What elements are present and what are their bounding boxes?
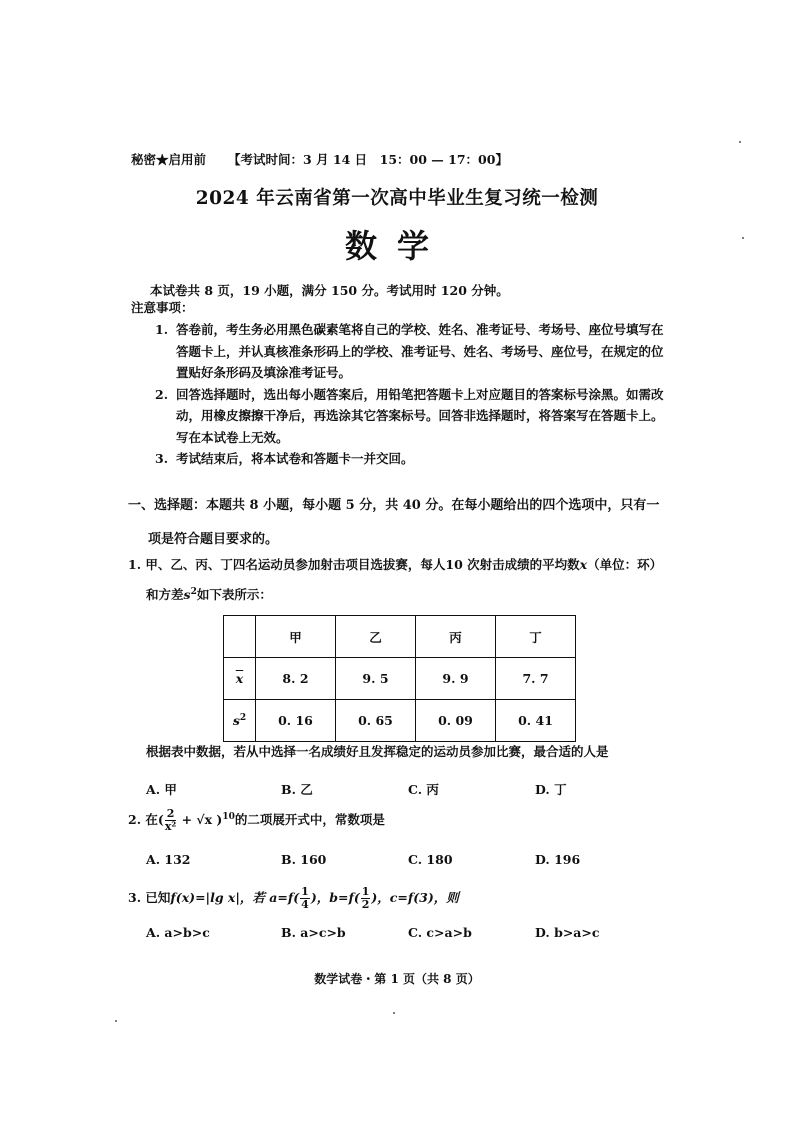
option-c: C. c>a>b xyxy=(408,925,472,940)
table-row: $s^2$ 0. 16 0. 65 0. 09 0. 41 xyxy=(224,700,576,742)
question-1-stem-cont: 和方差$s^2$如下表所示： xyxy=(146,586,272,602)
exam-intro: 本试卷共 8 页，19 小题，满分 150 分。考试用时 120 分钟。 xyxy=(150,283,509,298)
scan-speck xyxy=(739,141,741,143)
notice-heading: 注意事项： xyxy=(131,300,194,315)
option-d: D. 丁 xyxy=(535,782,567,797)
exam-title: 2024 年云南省第一次高中毕业生复习统一检测 xyxy=(195,188,599,209)
notice-item: 3. 考试结束后，将本试卷和答题卡一并交回。 xyxy=(155,451,414,466)
option-b: B. a>c>b xyxy=(281,925,346,940)
stats-table xyxy=(223,615,576,742)
scan-speck xyxy=(115,1020,117,1022)
question-1-options xyxy=(146,780,567,798)
question-3-options xyxy=(146,925,600,940)
question-2-stem: 2. 在( $\frac{2}{\text{x²}}$ + √x )$^{10}$的二项展开式中，常数项是 xyxy=(128,807,385,833)
exam-time: 【考试时间：3 月 14 日 15：00 — 17：00】 xyxy=(228,152,508,167)
exam-header xyxy=(131,150,508,168)
question-2-options xyxy=(146,852,580,867)
page-footer: 数学试卷・第 1 页（共 8 页） xyxy=(314,972,480,986)
scan-speck xyxy=(393,1012,395,1014)
section-heading: 一、选择题：本题共 8 小题，每小题 5 分，共 40 分。在每小题给出的四个选项中，只有一 项是符合题目要求的。 xyxy=(128,498,660,547)
subject-title: 数学 xyxy=(344,227,449,265)
notice-item: 2. 回答选择题时，选出每小题答案后，用铅笔把答题卡上对应题目的答案标号涂黑。如需改动，用橡皮擦擦干净后，再选涂其它答案标号。回答非选择题时，将答案写在答题卡上。写在本试卷上无效。 xyxy=(155,386,664,445)
option-d: D. b>a>c xyxy=(535,925,600,940)
table-row: $\overline{x}$ 8. 2 9. 5 9. 9 7. 7 xyxy=(224,658,576,700)
option-b: B. 160 xyxy=(281,852,327,867)
option-a: A. 132 xyxy=(146,852,191,867)
notice-item: 1. 答卷前，考生务必用黑色碳素笔将自己的学校、姓名、准考证号、考场号、座位号填写在答题卡上，并认真核准条形码上的学校、准考证号、姓名、考场号、座位号，在规定的位置贴好条形码及填涂准考证号。 xyxy=(155,322,664,380)
question-3-stem: 3. 已知f(x)=|lg x|，若 a=f( $\frac{1}{4}$ )，b=f( $\frac{1}{2}$ )，c=f(3)，则 xyxy=(128,885,459,911)
notice-list xyxy=(155,319,675,470)
scan-speck xyxy=(742,237,744,239)
option-c: C. 180 xyxy=(408,852,453,867)
table-row: 甲 乙 丙 丁 xyxy=(224,616,576,658)
question-1-ask: 根据表中数据，若从中选择一名成绩好且发挥稳定的运动员参加比赛，最合适的人是 xyxy=(146,744,609,759)
secret-label: 秘密★启用前 xyxy=(131,152,207,167)
option-a: A. 甲 xyxy=(146,782,177,797)
option-d: D. 196 xyxy=(535,852,581,867)
option-a: A. a>b>c xyxy=(146,925,210,940)
option-b: B. 乙 xyxy=(281,782,313,797)
question-1-stem: 1. 甲、乙、丙、丁四名运动员参加射击项目选拔赛，每人10 次射击成绩的平均数x（单位：环） xyxy=(128,557,663,572)
option-c: C. 丙 xyxy=(408,782,439,797)
